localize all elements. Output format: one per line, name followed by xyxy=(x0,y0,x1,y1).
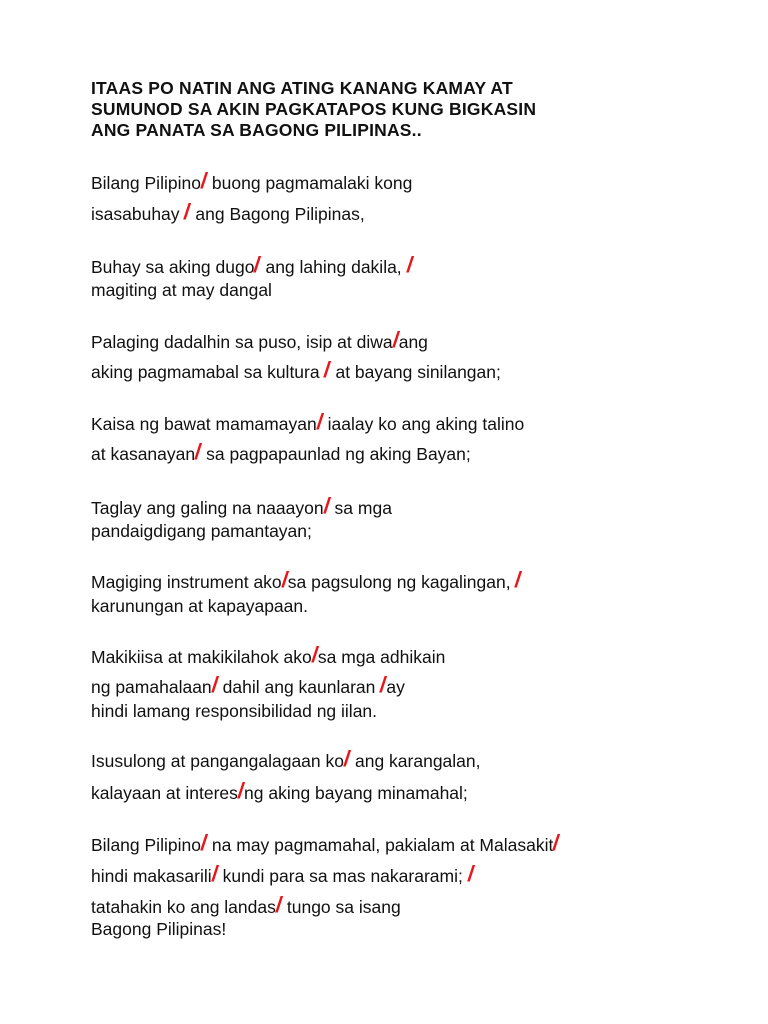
pledge-line: Taglay ang galing na naaayon/ sa mga xyxy=(91,493,392,518)
pledge-line: hindi lamang responsibilidad ng iilan. xyxy=(91,701,378,721)
pledge-line: hindi makasarili/ kundi para sa mas nakararami; / xyxy=(91,861,476,886)
pledge-line: Palaging dadalhin sa puso, isip at diwa/ang xyxy=(91,327,428,352)
pause-mark: / xyxy=(378,672,389,697)
pause-mark: / xyxy=(193,439,204,464)
pause-mark: / xyxy=(466,861,476,886)
pledge-line: Makikiisa at makikilahok ako/sa mga adhikain xyxy=(91,642,446,667)
heading-line: ITAAS PO NATIN ANG ATING KANANG KAMAY AT xyxy=(91,78,513,98)
pause-mark: / xyxy=(310,642,320,667)
pledge-line: Bilang Pilipino/ na may pagmamahal, pakialam at Malasakit/ xyxy=(91,830,562,855)
pause-mark: / xyxy=(321,493,332,518)
pledge-line: Kaisa ng bawat mamamayan/ iaalay ko ang aking talino xyxy=(91,409,525,434)
pause-mark: / xyxy=(209,861,220,886)
pledge-line: Buhay sa aking dugo/ ang lahing dakila, / xyxy=(91,252,415,277)
pause-mark: / xyxy=(209,672,220,697)
pledge-line: ng pamahalaan/ dahil ang kaunlaran /ay xyxy=(91,672,405,697)
pledge-line: kalayaan at interes/ng aking bayang minamahal; xyxy=(91,778,468,803)
heading-line: SUMUNOD SA AKIN PAGKATAPOS KUNG BIGKASIN xyxy=(91,99,537,119)
pledge-line: magiting at may dangal xyxy=(91,280,272,300)
instruction-heading xyxy=(91,78,691,141)
pause-mark: / xyxy=(314,409,325,434)
pause-mark: / xyxy=(404,252,415,277)
pause-mark: / xyxy=(322,357,333,382)
pause-mark: / xyxy=(279,567,290,592)
pause-mark: / xyxy=(513,567,524,592)
heading-line: ANG PANATA SA BAGONG PILIPINAS.. xyxy=(91,120,422,140)
pause-mark: / xyxy=(551,830,562,855)
pledge-line: at kasanayan/ sa pagpapaunlad ng aking Bayan; xyxy=(91,439,471,464)
pledge-line: tatahakin ko ang landas/ tungo sa isang xyxy=(91,892,401,917)
pledge-line: Isusulong at pangangalagaan ko/ ang karangalan, xyxy=(91,746,481,771)
pause-mark: / xyxy=(199,168,209,193)
pause-mark: / xyxy=(199,830,209,855)
pledge-line: Bilang Pilipino/ buong pagmamalaki kong xyxy=(91,168,413,193)
pledge-line: karunungan at kapayapaan. xyxy=(91,596,308,616)
pause-mark: / xyxy=(252,252,263,277)
pledge-line: Magiging instrument ako/sa pagsulong ng kagalingan, / xyxy=(91,567,524,592)
pledge-line: pandaigdigang pamantayan; xyxy=(91,521,312,541)
pause-mark: / xyxy=(342,746,352,771)
pause-mark: / xyxy=(390,327,401,352)
pledge-line: Bagong Pilipinas! xyxy=(91,919,227,939)
pause-mark: / xyxy=(274,892,284,917)
pledge-line: isasabuhay / ang Bagong Pilipinas, xyxy=(91,199,365,224)
pledge-line: aking pagmamabal sa kultura / at bayang sinilangan; xyxy=(91,357,501,382)
pause-mark: / xyxy=(182,199,193,224)
pause-mark: / xyxy=(236,778,246,803)
